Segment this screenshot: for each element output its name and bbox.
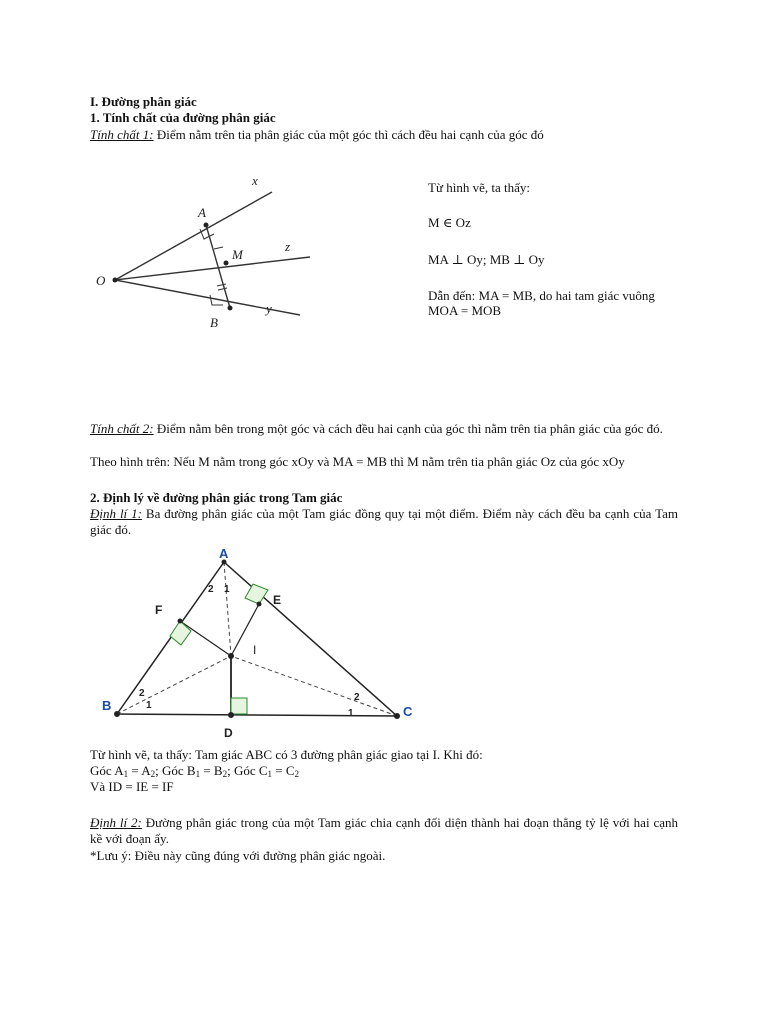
label-y: y: [266, 301, 272, 316]
observation-1-line1: Từ hình vẽ, ta thấy:: [428, 180, 530, 195]
angle-A1: 1: [224, 584, 230, 595]
label-I: I: [253, 643, 257, 657]
property-2: [90, 421, 678, 437]
subsection-heading-2: 2. Định lý về đường phân giác trong Tam giác: [90, 490, 343, 505]
property-2-line2: Theo hình trên: Nếu M nằm trong góc xOy và MA = MB thì M nằm trên tia phân giác Oz của góc xOy: [90, 454, 625, 469]
theorem-2-text: Đường phân giác trong của một Tam giác chia cạnh đối diện thành hai đoạn thẳng tỷ lệ với hai cạnh kề với đoạn ấy.: [90, 815, 678, 846]
angle-B2: 2: [139, 688, 145, 699]
observation-2-line2: Góc $A_1 = A_2$; Góc $B_1 = B_2$; Góc $C_1 = C_2$: [90, 763, 300, 779]
property-2-label: Tính chất 2:: [90, 421, 154, 436]
label-E: E: [273, 593, 282, 607]
observation-1-line5: MOA = MOB: [428, 303, 502, 318]
property-2-text: Điểm nằm bên trong một góc và cách đều hai cạnh của góc thì nằm trên tia phân giác của góc đó.: [153, 421, 663, 436]
observation-1-line2: M ∈ Oz: [428, 215, 471, 230]
observation-2-line1: Từ hình vẽ, ta thấy: Tam giác ABC có 3 đường phân giác giao tại I. Khi đó:: [90, 747, 483, 762]
label-A-tri: A: [219, 546, 229, 561]
section-heading: I. Đường phân giác: [90, 94, 197, 109]
label-C: C: [403, 704, 413, 719]
label-M: M: [232, 247, 243, 262]
angle-A2: 2: [208, 584, 214, 595]
property-1: [90, 127, 544, 143]
angle-B1: 1: [146, 700, 152, 711]
observation-1-line3: MA ⊥ Oy; MB ⊥ Oy: [428, 252, 545, 267]
observation-1-line4: Dẫn đến: MA = MB, do hai tam giác vuông: [428, 288, 655, 303]
property-1-label: Tính chất 1:: [90, 127, 154, 142]
label-O: O: [96, 273, 106, 288]
label-B-tri: B: [102, 698, 112, 713]
angle-C1: 1: [348, 708, 354, 719]
theorem-2: [90, 815, 678, 847]
theorem-2-note: *Lưu ý: Điều này cũng đúng với đường phân giác ngoài.: [90, 848, 386, 863]
label-x: x: [252, 173, 258, 188]
angle-C2: 2: [354, 692, 360, 703]
angle-bisector-figure: [90, 165, 330, 340]
label-D: D: [224, 726, 233, 740]
triangle-bisectors-figure: [95, 540, 425, 740]
label-A: A: [198, 205, 206, 220]
subsection-heading-1: 1. Tính chất của đường phân giác: [90, 110, 276, 125]
label-F: F: [155, 603, 163, 617]
label-z: z: [285, 239, 291, 254]
property-1-text: Điểm nằm trên tia phân giác của một góc thì cách đều hai cạnh của góc đó: [153, 127, 544, 142]
theorem-1-text: Ba đường phân giác của một Tam giác đồng quy tại một điểm. Điểm này cách đều ba cạnh của Tam giác đó.: [90, 506, 678, 537]
theorem-1: [90, 506, 678, 538]
label-B: B: [210, 315, 218, 330]
theorem-1-label: Định lí 1:: [90, 506, 142, 521]
theorem-2-label: Định lí 2:: [90, 815, 142, 830]
observation-2-line3: Và ID = IE = IF: [90, 779, 174, 794]
